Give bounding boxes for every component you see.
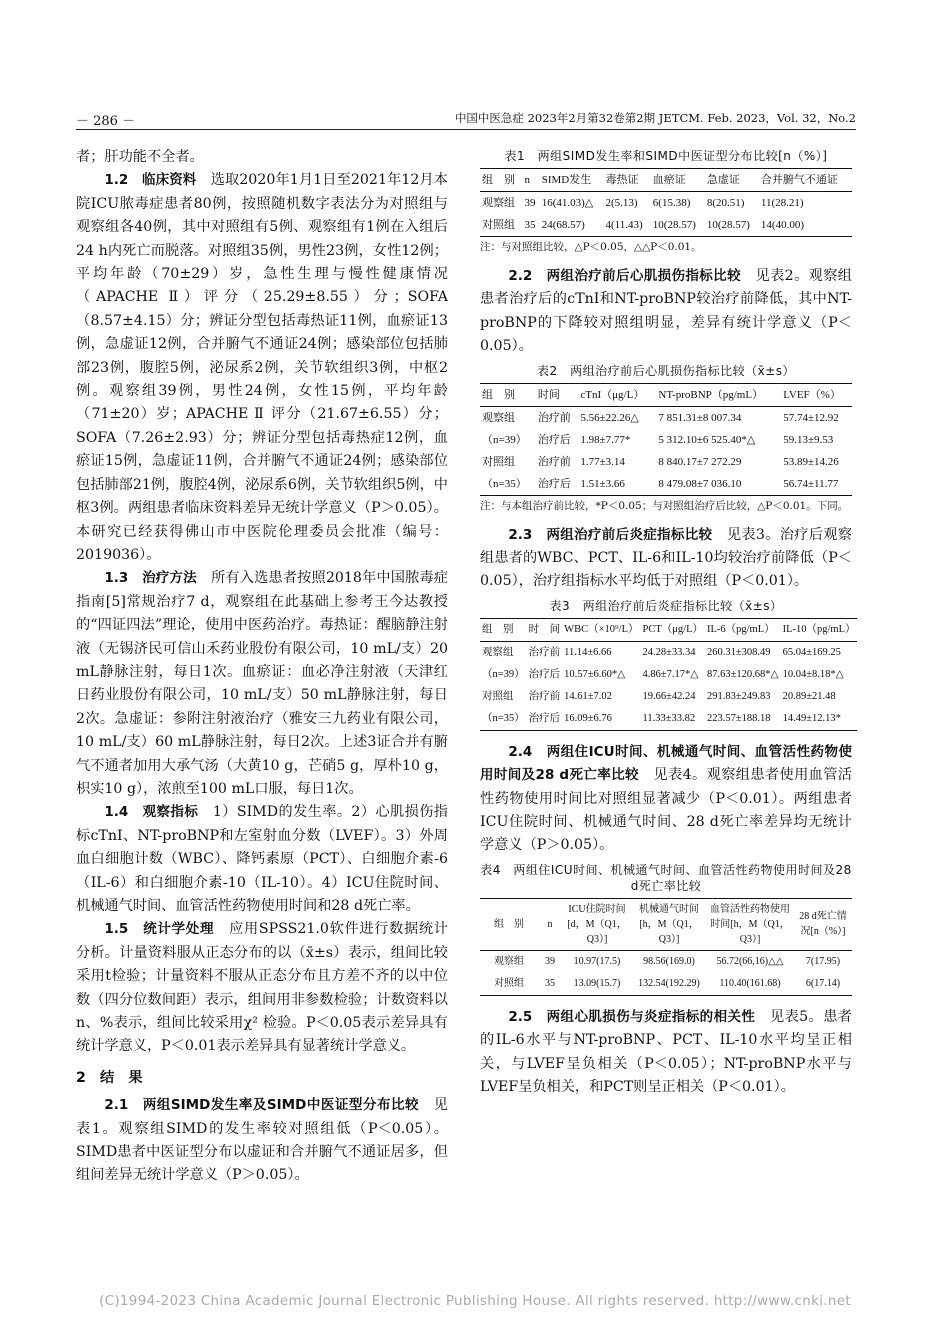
table-row <box>480 973 852 996</box>
right-column <box>480 146 856 1100</box>
paragraph-2-3 <box>480 524 852 594</box>
table-cell: 65.04±169.25 <box>782 646 841 658</box>
table-header-row <box>480 169 852 192</box>
table-cell: 治疗前 <box>537 411 571 424</box>
table-cell: 4.86±7.17*△ <box>642 668 699 680</box>
text-1-2: 选取2020年1月1日至2021年12月本院ICU脓毒症患者80例，按照随机数字表法分为对照组与观察组各40例，其中对照组有5例、观察组有1例在入组后24 h内死亡而脱落。对照组35例，男性23例，女性12例；平均年龄（70±29）岁，急性生理与慢性健康情况（APACHE Ⅱ）评分（25.29±8.55）分；SOFA（8.57±4.15）分；辨证分型包括毒热证11例，血瘀证13例，急虚证12例，合并腑气不通证24例；感染部位包括肺部23例，腹腔5例，泌尿系2例，关节软组织3例，中枢2例。观察组39例，男性24例，女性15例，平均年龄（71±20）岁；APACHE Ⅱ 评分（21.67±6.55）分；SOFA（7.26±2.93）分；辨证分型包括毒热症12例，血瘀证15例，急虚证11例，合并腑气不通证24例；感染部位包括肺部21例，腹腔4例，泌尿系6例，关节软组织5例，中枢3例。两组患者临床资料差异无统计学意义（P＞0.05）。本研究已经获得佛山市中医院伦理委员会批准（编号：2019036）。 <box>76 172 448 563</box>
table-cell: 8 479.08±7 036.10 <box>658 477 742 490</box>
table-cell: 对照组 <box>482 219 515 231</box>
table-cell: 10.57±6.60*△ <box>564 668 626 680</box>
table-row <box>480 950 852 973</box>
text-1-4: 1）SIMD的发生率。2）心肌损伤指标cTnI、NT-proBNP和左室射血分数（LVEF）。3）外周血白细胞计数（WBC）、降钙素原（PCT）、白细胞介素-6（IL-6）和白细胞介素-10（IL-10）。4）ICU住院时间、机械通气时间、血管活性药物使用时间和28 d死亡率。 <box>76 804 448 914</box>
table-cell: 7 851.31±8 007.34 <box>658 411 742 424</box>
table-cell: 1.77±3.14 <box>580 455 625 468</box>
column-header: 时 间 <box>528 623 561 635</box>
table-cell: 对照组 <box>482 455 515 468</box>
paragraph-observation <box>76 801 448 918</box>
text-2-4: 见表4。观察组患者使用血管活性药物使用时间比对照组显著减少（P＜0.01）。两组患者ICU住院时间、机械通气时间、28 d死亡率差异均无统计学意义（P＞0.05）。 <box>480 767 852 854</box>
table-2 <box>480 363 852 514</box>
column-header: 机械通气时间[h，M（Q1，Q3）] <box>639 903 699 945</box>
table-cell: 6(17.14) <box>805 977 841 989</box>
table-cell: 87.63±120.68*△ <box>706 668 779 680</box>
table-row <box>480 429 852 451</box>
table-cell: 2(5.13) <box>605 197 638 209</box>
table-cell: 24.28±33.34 <box>642 646 696 658</box>
column-header: WBC（×10⁹/L） <box>564 623 639 635</box>
table-cell: 39 <box>524 197 536 209</box>
table-cell: 291.83±249.83 <box>706 690 771 702</box>
text-1-5: 应用SPSS21.0软件进行数据统计分析。计量资料服从正态分布的以（x̄±s）表示，组间比较采用t检验；计量资料不服从正态分布且方差不齐的以中位数（四分位数间距）表示，组间用非参数检验；计数资料以n、%表示，组间比较采用χ² 检验。P＜0.05表示差异具有统计学意义，P＜0.01表示差异具有显著统计学意义。 <box>76 921 448 1055</box>
table-1 <box>480 148 852 255</box>
column-header: 血瘀证 <box>652 174 686 186</box>
table-cell: 治疗前 <box>528 690 561 702</box>
table-cell: 57.74±12.92 <box>783 411 839 424</box>
table-3-title: 表3 两组治疗前后炎症指标比较（x̄±s） <box>549 598 783 613</box>
table-cell: 治疗前 <box>537 455 571 468</box>
table-cell: 8 840.17±7 272.29 <box>658 455 742 468</box>
column-header: IL-6（pg/mL） <box>706 623 775 635</box>
table-cell: 8(20.51) <box>706 197 745 209</box>
table-cell: 14(40.00) <box>760 219 804 231</box>
table-cell: 治疗后 <box>528 712 561 724</box>
table-cell: （n=39） <box>482 668 525 680</box>
table-row <box>480 473 852 496</box>
text-1-3: 所有入选患者按照2018年中国脓毒症指南[5]常规治疗7 d，观察组在此基础上参考王今达教授的“四证四法”理论，使用中医药治疗。毒热证：醒脑静注射液（无锡济民可信山禾药业股份有限公司，10 mL/支）20 mL静脉注射，每日1次。血瘀证：血必净注射液（天津红日药业股份有限公司，10 mL/支）50 mL静脉注射，每日2次。急虚证：参附注射液治疗（雅安三九药业有限公司，10 mL/支）60 mL静脉注射，每日2次。上述3证合并有腑气不通者加用大承气汤（大黄10 g，芒硝5 g，厚朴10 g，枳实10 g），浓煎至100 mL口服，每日1次。 <box>76 570 448 797</box>
table-cell: 7(17.95) <box>805 955 841 967</box>
table-cell: 56.72(66,16)△△ <box>716 955 784 967</box>
table-cell: 5 312.10±6 525.40*△ <box>658 433 756 446</box>
text-2-3: 见表3。治疗后观察组患者的WBC、PCT、IL-6和IL-10均较治疗前降低（P＜0.05），治疗组指标水平均低于对照组（P＜0.01）。 <box>480 526 852 590</box>
column-header: n <box>524 174 530 186</box>
table-row <box>480 451 852 473</box>
table-cell: 治疗后 <box>528 668 561 680</box>
column-header: 组 别 <box>482 388 515 401</box>
table-cell: 观察组 <box>482 411 515 424</box>
table-cell: 10(28.57) <box>706 219 750 231</box>
table-cell: 223.57±188.18 <box>706 712 771 724</box>
table-cell: 59.13±9.53 <box>783 433 834 446</box>
heading-2-3: 2.3 两组治疗前后炎症指标比较 <box>508 526 713 543</box>
table-2-title: 表2 两组治疗前后心肌损伤指标比较（x̄±s） <box>536 363 796 378</box>
table-cell: 治疗前 <box>528 646 561 658</box>
table-1-grid <box>480 168 852 237</box>
paragraph-exclusion-tail: 者；肝功能不全者。 <box>76 149 204 165</box>
heading-2-5: 2.5 两组心肌损伤与炎症指标的相关性 <box>508 1008 756 1025</box>
table-cell: 98.56(169.0) <box>643 955 695 967</box>
column-header: PCT（μg/L） <box>642 623 703 635</box>
page-number: － 286 － <box>76 114 136 129</box>
column-header: n <box>547 918 553 930</box>
table-cell: 20.89±21.48 <box>782 690 836 702</box>
table-cell: 对照组 <box>482 690 514 702</box>
table-row <box>480 708 857 731</box>
table-cell: 110.40(161.68) <box>719 977 781 989</box>
column-header: cTnI（μg/L） <box>580 388 645 401</box>
table-cell: （n=39） <box>482 433 527 446</box>
table-3 <box>480 598 856 731</box>
table-row <box>480 686 857 708</box>
paragraph-2-5 <box>480 1006 852 1100</box>
column-header: 组 别 <box>494 918 525 930</box>
table-cell: 53.89±14.26 <box>783 455 839 468</box>
paragraph-2-1 <box>76 1094 448 1188</box>
table-cell: 观察组 <box>482 197 515 209</box>
table-4-title: 表4 两组住ICU时间、机械通气时间、血管活性药物使用时间及28 d死亡率比较 <box>480 862 852 893</box>
column-header: 急虚证 <box>706 174 740 186</box>
left-column <box>76 146 448 1188</box>
table-cell: 11.14±6.66 <box>564 646 612 658</box>
table-cell: 35 <box>524 219 536 231</box>
text-2-1: 见表1。观察组SIMD的发生率较对照组低（P＜0.05）。SIMD患者中医证型分布以虚证和合并腑气不通证居多，但组间差异无统计学意义（P＞0.05）。 <box>76 1097 448 1184</box>
heading-1-2: 1.2 临床资料 <box>104 172 197 189</box>
table-1-note: 注：与对照组比较，△P＜0.05，△△P＜0.01。 <box>480 241 702 253</box>
table-header-row <box>480 898 852 950</box>
paragraph-treatment <box>76 567 448 801</box>
table-cell: 14.49±12.13* <box>782 712 841 724</box>
table-row <box>480 406 852 429</box>
table-cell: 治疗后 <box>537 477 571 490</box>
column-header: ICU住院时间[d，M（Q1，Q3）] <box>567 903 627 945</box>
column-header: 时间 <box>537 388 560 401</box>
table-row <box>480 192 852 215</box>
column-header: 毒热证 <box>605 174 639 186</box>
column-header: 合并腑气不通证 <box>760 174 838 186</box>
heading-1-3: 1.3 治疗方法 <box>104 570 197 587</box>
column-header: IL-10（pg/mL） <box>782 623 856 635</box>
table-cell: 56.74±11.77 <box>783 477 839 490</box>
table-1-title: 表1 两组SIMD发生率和SIMD中医证型分布比较[n（%）] <box>504 149 828 163</box>
table-header-row <box>480 618 857 641</box>
paragraph-2-4 <box>480 741 852 858</box>
table-cell: 6(15.38) <box>652 197 691 209</box>
table-cell: （n=35） <box>482 712 525 724</box>
table-4 <box>480 862 852 996</box>
table-cell: 观察组 <box>482 646 514 658</box>
table-cell: 16.09±6.76 <box>564 712 612 724</box>
table-cell: 16(41.03)△ <box>541 197 594 209</box>
table-cell: 11(28.21) <box>760 197 804 209</box>
heading-2-2: 2.2 两组治疗前后心肌损伤指标比较 <box>508 268 741 284</box>
heading-1-4: 1.4 观察指标 <box>104 804 199 821</box>
column-header: 组 别 <box>482 174 515 186</box>
text-2-2: 见表2。观察组患者治疗后的cTnI和NT-proBNP较治疗前降低，其中NT-proBNP的下降较对照组明显，差异有统计学意义（P＜0.05）。 <box>480 268 852 355</box>
column-header: 血管活性药物使用时间[h，M（Q1，Q3）] <box>710 903 790 945</box>
table-cell: 11.33±33.82 <box>642 712 696 724</box>
table-cell: 治疗后 <box>537 433 571 446</box>
table-row <box>480 214 852 237</box>
table-cell: 10.97(17.5) <box>573 955 621 967</box>
table-cell: 1.98±7.77* <box>580 433 631 446</box>
column-header: NT-proBNP（pg/mL） <box>658 388 764 401</box>
table-cell: 4(11.43) <box>605 219 643 231</box>
table-cell: 对照组 <box>494 977 525 989</box>
table-cell: 10(28.57) <box>652 219 696 231</box>
column-header: 28 d死亡情况[n（%）] <box>799 911 847 938</box>
heading-2-4: 2.4 两组住ICU时间、机械通气时间、血管活性药物使用时间及28 d死亡率比较 <box>480 743 852 784</box>
table-cell: 132.54(192.29) <box>638 977 700 989</box>
paragraph-2-2 <box>480 265 852 359</box>
copyright-footer: (C)1994-2023 China Academic Journal Electronic Publishing House. All rights reserved. http://www.cnki.net <box>99 1293 851 1309</box>
column-header: 组 别 <box>482 623 514 635</box>
table-cell: 260.31±308.49 <box>706 646 771 658</box>
table-4-grid <box>480 898 852 996</box>
heading-2-1: 2.1 两组SIMD发生率及SIMD中医证型分布比较 <box>104 1097 420 1114</box>
table-row <box>480 664 857 686</box>
paragraph-clinical-data <box>76 169 448 567</box>
column-header: SIMD发生 <box>541 174 592 186</box>
table-header-row <box>480 383 852 406</box>
table-cell: 14.61±7.02 <box>564 690 612 702</box>
table-3-grid <box>480 618 857 731</box>
table-cell: 19.66±42.24 <box>642 690 696 702</box>
paragraph-statistics <box>76 918 448 1058</box>
journal-citation: 中国中医急症 2023年2月第32卷第2期 JETCM. Feb. 2023，Vol. 32，No.2 <box>454 111 856 125</box>
column-header: LVEF（%） <box>783 388 841 401</box>
running-header <box>76 108 856 130</box>
table-row <box>480 641 857 664</box>
table-2-note: 注：与本组治疗前比较，*P＜0.05；与对照组治疗后比较，△P＜0.01。下同。 <box>480 499 849 512</box>
table-cell: 10.04±8.18*△ <box>782 668 844 680</box>
table-cell: 39 <box>545 955 556 967</box>
table-cell: 5.56±22.26△ <box>580 411 639 424</box>
text-2-5: 见表5。患者的IL-6水平与NT-proBNP、PCT、IL-10水平均呈正相关，与LVEF呈负相关（P＜0.05）；NT-proBNP水平与LVEF呈负相关，和PCT则呈正相关（P＜0.01）。 <box>480 1008 852 1096</box>
table-cell: 1.51±3.66 <box>580 477 625 490</box>
table-cell: （n=35） <box>482 477 527 490</box>
table-2-grid <box>480 383 852 496</box>
table-cell: 观察组 <box>494 955 525 967</box>
section-heading-results: 2 结 果 <box>76 1069 143 1086</box>
table-cell: 24(68.57) <box>541 219 585 231</box>
heading-1-5: 1.5 统计学处理 <box>104 921 215 938</box>
table-cell: 35 <box>545 977 556 989</box>
table-cell: 13.09(15.7) <box>573 977 621 989</box>
